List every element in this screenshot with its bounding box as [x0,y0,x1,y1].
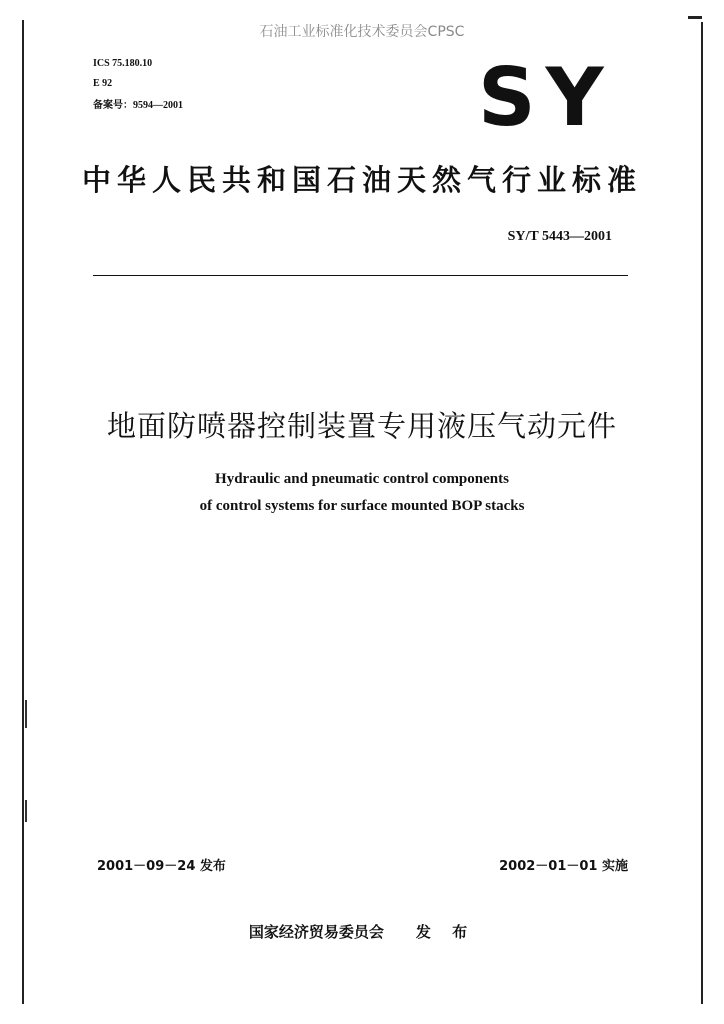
ics-code: ICS 75.180.10 [93,58,153,69]
watermark-header: 石油工业标准化技术委员会CPSC [259,24,465,40]
issuer [0,921,724,942]
header-divider [93,275,628,276]
scan-speck [25,800,27,822]
ccs-code: E 92 [93,78,113,89]
sy-logo: SY [478,51,614,144]
standard-title: 中华人民共和国石油天然气行业标准 [81,163,642,197]
title-en-line1: Hydraulic and pneumatic control components [215,471,509,487]
issuer-name: 国家经济贸易委员会 [248,923,384,941]
scan-speck [25,700,27,728]
title-en-line2: of control systems for surface mounted BOP stacks [199,498,525,514]
document-title-cn: 地面防喷器控制装置专用液压气动元件 [106,409,617,443]
corner-mark [688,16,702,19]
issue-date: 2001－09－24 发布 [97,859,226,874]
implementation-date: 2002－01－01 实施 [499,859,628,874]
issuer-action: 发 布 [415,923,476,941]
record-number: 备案号：9594—2001 [93,100,183,111]
document-title-en [0,466,724,520]
standard-number: SY/T 5443—2001 [507,229,612,244]
